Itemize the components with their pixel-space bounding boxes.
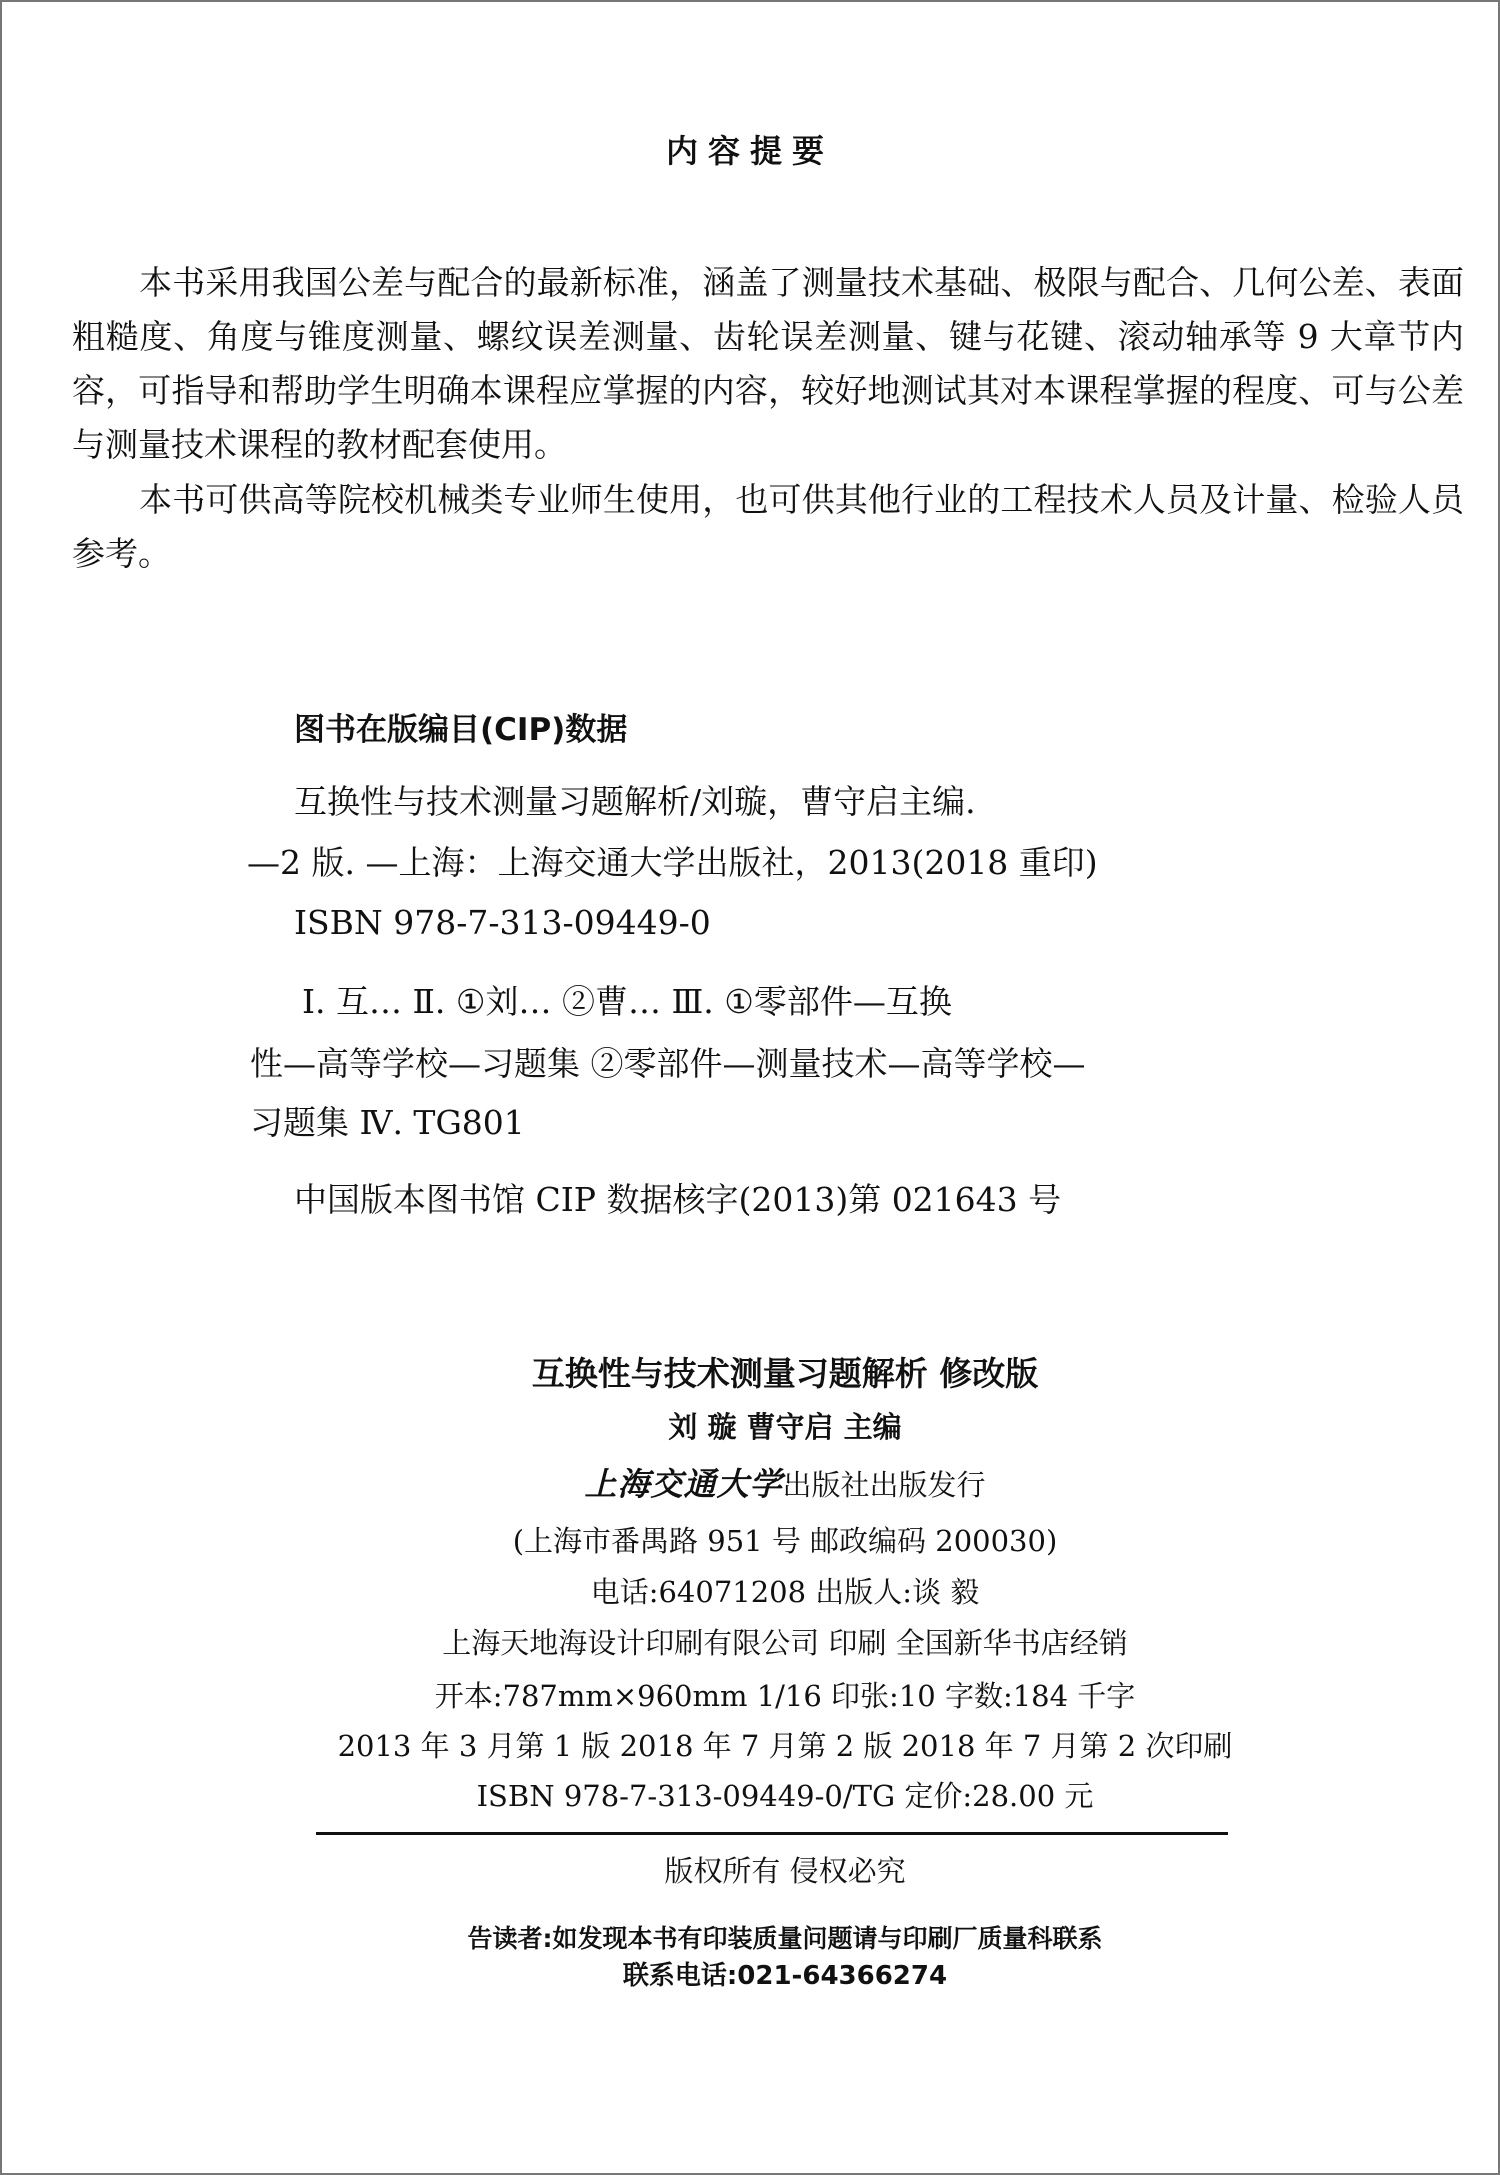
cip-line-3: ISBN 978-7-313-09449-0 (294, 903, 711, 942)
cip-line-2: —2 版. —上海：上海交通大学出版社，2013(2018 重印) (247, 843, 1098, 882)
cip-heading: 图书在版编目(CIP)数据 (294, 712, 628, 748)
cip-line-6: 习题集 Ⅳ. TG801 (250, 1103, 525, 1142)
summary-paragraph-1-text: 本书采用我国公差与配合的最新标准，涵盖了测量技术基础、极限与配合、几何公差、表面粗糙度、角度与锥度测量、螺纹误差测量、齿轮误差测量、键与花键、滚动轴承等 9 大章节内容，可指导和帮助学生明确本课程应掌握的内容，较好地测试其对本课程掌握的程度、可与公差与测量技术课程的教材配套使用。 (72, 263, 1464, 464)
cip-line-1: 互换性与技术测量习题解析/刘璇，曹守启主编. (294, 782, 976, 821)
summary-paragraph-1 (72, 256, 1464, 472)
publisher-logo: 上海交通大学 (584, 1465, 783, 1503)
editors: 刘 璇 曹守启 主编 (668, 1410, 902, 1444)
summary-title: 内容提要 (665, 132, 834, 170)
book-title: 互换性与技术测量习题解析 修改版 (531, 1354, 1039, 1393)
summary-paragraph-2-text: 本书可供高等院校机械类专业师生使用，也可供其他行业的工程技术人员及计量、检验人员参考。 (72, 480, 1464, 573)
copyright: 版权所有 侵权必究 (664, 1854, 906, 1888)
isbn-price: ISBN 978-7-313-09449-0/TG 定价:28.00 元 (476, 1779, 1094, 1813)
divider (316, 1832, 1228, 1835)
address: (上海市番禺路 951 号 邮政编码 200030) (512, 1524, 1058, 1558)
cip-line-5: 性—高等学校—习题集 ②零部件—测量技术—高等学校— (250, 1044, 1086, 1083)
publisher-suffix: 出版社出版发行 (782, 1468, 986, 1502)
cip-line-7: 中国版本图书馆 CIP 数据核字(2013)第 021643 号 (294, 1180, 1062, 1219)
contact-phone: 联系电话:021-64366274 (622, 1961, 948, 1991)
publisher-line (0, 1465, 1500, 1504)
reader-notice: 告读者:如发现本书有印装质量问题请与印刷厂质量科联系 (467, 1924, 1103, 1953)
editions: 2013 年 3 月第 1 版 2018 年 7 月第 2 版 2018 年 7 月第 2 次印刷 (337, 1729, 1233, 1763)
phone-publisher: 电话:64071208 出版人:谈 毅 (590, 1575, 980, 1609)
printer: 上海天地海设计印刷有限公司 印刷 全国新华书店经销 (442, 1626, 1128, 1660)
format: 开本:787mm×960mm 1/16 印张:10 字数:184 千字 (434, 1679, 1136, 1713)
cip-line-4: Ⅰ. 互… Ⅱ. ①刘… ②曹… Ⅲ. ①零部件—互换 (302, 982, 952, 1021)
summary-paragraph-2 (72, 473, 1464, 581)
